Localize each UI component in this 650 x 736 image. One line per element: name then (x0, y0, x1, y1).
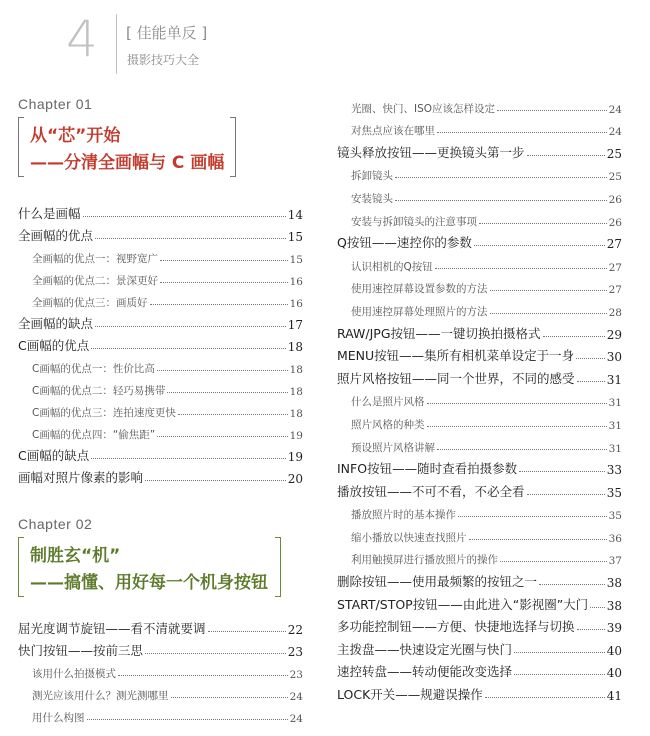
toc-subentry[interactable] (18, 266, 303, 288)
toc-page-number: 18 (287, 340, 303, 354)
toc-page-number: 24 (289, 691, 303, 703)
toc-page-number: 19 (287, 450, 303, 464)
toc-entry-title: C画幅的优点一：性价比高 (32, 363, 155, 375)
toc-entry-title: 照片风格按钮——同一个世界，不同的感受 (337, 370, 575, 386)
toc-page-number: 35 (608, 510, 622, 523)
dot-leader (469, 539, 607, 540)
toc-page-number: 14 (287, 208, 303, 222)
dot-leader (590, 607, 605, 608)
dot-leader (395, 200, 607, 201)
bracket-left (18, 117, 24, 177)
toc-page-number: 29 (606, 327, 622, 342)
toc-page-number: 40 (606, 643, 622, 658)
dot-leader (167, 392, 287, 393)
toc-page-number: 27 (608, 284, 622, 297)
toc-entry-title: 删除按钮——使用最频繁的按钮之一 (337, 574, 538, 590)
toc-entry[interactable] (18, 200, 303, 222)
toc-entry-title: 拆卸镜头 (351, 170, 393, 183)
toc-page-number: 36 (608, 532, 622, 545)
toc-page-number: 18 (289, 364, 303, 376)
toc-subentry[interactable] (337, 500, 622, 523)
toc-entry-title: 认识相机的Q按钮 (351, 260, 433, 273)
dot-leader (479, 223, 607, 224)
toc-page-number: 37 (608, 555, 622, 568)
toc-entry-title: 画幅对照片像素的影响 (18, 470, 144, 485)
chapter-01-label: Chapter 01 (18, 96, 93, 112)
toc-page-number: 15 (289, 254, 303, 266)
dot-leader (171, 697, 288, 698)
toc-entry-title: 什么是画幅 (18, 206, 81, 221)
toc-entry-title: 全画幅的优点二：景深更好 (32, 275, 158, 287)
toc-entry-title: RAW/JPG按钮——一键切换拍摄格式 (337, 325, 541, 341)
toc-page-number: 23 (287, 645, 303, 659)
dot-leader (427, 426, 607, 427)
toc-entry[interactable] (337, 138, 622, 161)
toc-entry-title: 缩小播放以快速查找照片 (351, 531, 467, 544)
toc-page-number: 26 (608, 216, 622, 229)
dot-leader (519, 471, 605, 472)
toc-page-number: 40 (606, 666, 622, 681)
dot-leader (539, 584, 605, 585)
dot-leader (576, 358, 605, 359)
dot-leader (490, 290, 607, 291)
dot-leader (157, 370, 288, 371)
dot-leader (145, 653, 286, 654)
toc-subentry[interactable] (18, 703, 303, 725)
toc-entry-title: Q按钮——速控你的参数 (337, 235, 472, 251)
toc-entry[interactable] (337, 658, 622, 681)
dot-leader (118, 675, 288, 676)
toc-page-number: 22 (287, 623, 303, 637)
toc-entry-title: C画幅的优点二：轻巧易携带 (32, 385, 166, 397)
toc-entry-title: 对焦点应该在哪里 (351, 125, 435, 138)
toc-page-number: 15 (287, 230, 303, 244)
toc-entry[interactable] (18, 615, 303, 637)
toc-subentry[interactable] (18, 420, 303, 442)
dot-leader (427, 403, 607, 404)
toc-entry[interactable] (337, 364, 622, 387)
chapter-01-title-line2: ——分清全画幅与 C 画幅 (30, 153, 225, 173)
toc-page-number: 38 (606, 576, 622, 591)
dot-leader (437, 449, 607, 450)
toc-entry-title: C画幅的优点 (18, 338, 90, 353)
dot-leader (145, 480, 286, 481)
toc-entry-title: 安装与拆卸镜头的注意事项 (351, 215, 477, 228)
toc-entry-title: 快门按钮——按前三思 (18, 643, 144, 658)
bracket-right (230, 117, 236, 177)
dot-leader (577, 381, 605, 382)
toc-entry[interactable] (18, 637, 303, 659)
toc-subentry[interactable] (18, 354, 303, 376)
toc-entry-title: 照片风格的种类 (351, 418, 425, 431)
header-divider (116, 14, 117, 74)
toc-subentry[interactable] (337, 274, 622, 297)
toc-subentry[interactable] (337, 522, 622, 545)
toc-page-number: 30 (606, 350, 622, 365)
toc-entry-title: 测光应该用什么？测光测哪里 (32, 690, 169, 702)
toc-entry-title: 什么是照片风格 (351, 396, 425, 409)
dot-leader (527, 494, 605, 495)
toc-page-number: 39 (606, 621, 622, 636)
toc-chapter-01 (18, 200, 303, 486)
toc-entry-title: START/STOP按钮——由此进入“影视圈”大门 (337, 596, 589, 612)
dot-leader (474, 245, 605, 246)
toc-page-number: 27 (606, 237, 622, 252)
dot-leader (83, 216, 286, 217)
toc-subentry[interactable] (337, 93, 622, 116)
toc-page-number: 23 (289, 669, 303, 681)
dot-leader (91, 348, 285, 349)
toc-entry[interactable] (337, 567, 622, 590)
chapter-02-label: Chapter 02 (18, 516, 93, 532)
dot-leader (87, 719, 288, 720)
toc-entry-title: 全画幅的优点三：画质好 (32, 297, 148, 309)
chapter-01-title (18, 117, 236, 177)
toc-entry-title: C画幅的优点四：“偷焦距” (32, 429, 156, 441)
toc-subentry[interactable] (18, 398, 303, 420)
toc-page-number: 24 (608, 103, 622, 116)
dot-leader (95, 238, 286, 239)
dot-leader (497, 110, 607, 111)
toc-page-number: 38 (606, 598, 622, 613)
dot-leader (514, 652, 605, 653)
toc-subentry[interactable] (337, 206, 622, 229)
dot-leader (150, 304, 288, 305)
toc-page-number: 25 (606, 146, 622, 161)
dot-leader (527, 155, 605, 156)
toc-subentry[interactable] (337, 183, 622, 206)
toc-entry-title: C画幅的缺点 (18, 448, 90, 463)
toc-entry-title: 镜头释放按钮——更换镜头第一步 (337, 144, 525, 160)
dot-leader (160, 282, 288, 283)
toc-page-number: 31 (606, 372, 622, 387)
toc-page-number: 41 (606, 689, 622, 704)
dot-leader (500, 561, 607, 562)
toc-entry-title: 该用什么拍摄模式 (32, 668, 116, 680)
dot-leader (437, 132, 607, 133)
toc-entry-title: 使用速控屏幕处理照片的方法 (351, 305, 488, 318)
toc-entry-title: 屈光度调节旋钮——看不清就要调 (18, 621, 206, 636)
toc-entry-title: 安装镜头 (351, 192, 393, 205)
toc-entry-title: C画幅的优点三：连拍速度更快 (32, 407, 176, 419)
toc-page-number: 31 (608, 442, 622, 455)
toc-entry-title: MENU按钮——集所有相机菜单设定于一身 (337, 348, 575, 364)
toc-page-number: 24 (289, 713, 303, 725)
toc-entry-title: 速控转盘——转动便能改变选择 (337, 664, 513, 680)
toc-subentry[interactable] (337, 387, 622, 410)
dot-leader (178, 414, 288, 415)
dot-leader (485, 697, 605, 698)
toc-page-number: 31 (608, 419, 622, 432)
dot-leader (91, 458, 285, 459)
toc-page-number: 31 (608, 397, 622, 410)
toc-subentry[interactable] (337, 116, 622, 139)
toc-page-number: 28 (608, 306, 622, 319)
toc-entry[interactable] (337, 455, 622, 478)
dot-leader (514, 674, 605, 675)
toc-subentry[interactable] (337, 251, 622, 274)
toc-subentry[interactable] (18, 376, 303, 398)
toc-entry-title: 播放按钮——不可不看，不必全看 (337, 483, 525, 499)
toc-entry[interactable] (337, 342, 622, 365)
toc-subentry[interactable] (337, 161, 622, 184)
toc-subentry[interactable] (337, 409, 622, 432)
toc-entry[interactable] (337, 229, 622, 252)
page-header (0, 0, 650, 80)
dot-leader (577, 629, 605, 630)
toc-page-number: 24 (608, 126, 622, 139)
toc-entry[interactable] (337, 613, 622, 636)
chapter-01-title-line1: 从“芯”开始 (30, 126, 121, 146)
toc-entry[interactable] (18, 442, 303, 464)
dot-leader (435, 268, 607, 269)
toc-entry[interactable] (18, 310, 303, 332)
toc-subentry[interactable] (337, 296, 622, 319)
toc-page-number: 16 (289, 298, 303, 310)
toc-entry-title: 预设照片风格讲解 (351, 441, 435, 454)
toc-page-number: 26 (608, 193, 622, 206)
toc-entry-title: 利用触摸屏进行播放照片的操作 (351, 554, 498, 567)
series-title: [ 佳能单反 ] (126, 24, 208, 42)
toc-entry-title: 主拨盘——快速设定光圈与快门 (337, 641, 513, 657)
dot-leader (157, 436, 287, 437)
toc-subentry[interactable] (337, 432, 622, 455)
toc-page-number: 33 (606, 463, 622, 478)
toc-entry[interactable] (18, 222, 303, 244)
toc-subentry[interactable] (18, 659, 303, 681)
toc-entry[interactable] (337, 477, 622, 500)
toc-page-number: 27 (608, 261, 622, 274)
toc-subentry[interactable] (18, 244, 303, 266)
toc-page-number: 18 (289, 386, 303, 398)
chapter-02-title-line1: 制胜玄“机” (30, 546, 121, 566)
toc-entry-title: LOCK开关——规避误操作 (337, 687, 483, 703)
dot-leader (395, 177, 607, 178)
toc-page-number: 20 (287, 472, 303, 486)
toc-entry-title: INFO按钮——随时查看拍摄参数 (337, 461, 518, 477)
dot-leader (160, 260, 288, 261)
chapter-02-title (18, 537, 281, 597)
toc-chapter-02 (18, 615, 303, 725)
toc-page-number: 17 (287, 318, 303, 332)
toc-entry[interactable] (337, 635, 622, 658)
toc-subentry[interactable] (18, 288, 303, 310)
dot-leader (95, 326, 286, 327)
toc-page-number: 35 (606, 485, 622, 500)
toc-page-number: 19 (289, 430, 303, 442)
toc-entry[interactable] (337, 590, 622, 613)
book-title: 摄影技巧大全 (127, 53, 200, 67)
toc-subentry[interactable] (18, 681, 303, 703)
toc-page-number: 25 (608, 171, 622, 184)
toc-entry-title: 播放照片时的基本操作 (351, 509, 456, 522)
toc-page-number: 18 (289, 408, 303, 420)
toc-entry-title: 全画幅的优点 (18, 228, 94, 243)
toc-entry-title: 使用速控屏幕设置参数的方法 (351, 283, 488, 296)
toc-entry[interactable] (18, 332, 303, 354)
dot-leader (490, 313, 607, 314)
dot-leader (458, 516, 607, 517)
toc-page-number: 16 (289, 276, 303, 288)
toc-subentry[interactable] (337, 545, 622, 568)
toc-entry-title: 用什么构图 (32, 712, 85, 724)
toc-entry[interactable] (337, 680, 622, 703)
chapter-02-title-line2: ——搞懂、用好每一个机身按钮 (30, 573, 268, 593)
toc-entry[interactable] (18, 464, 303, 486)
toc-entry[interactable] (337, 319, 622, 342)
dot-leader (208, 631, 286, 632)
chapter-number: 4 (66, 10, 98, 68)
dot-leader (543, 336, 605, 337)
toc-entry-title: 全画幅的缺点 (18, 316, 94, 331)
toc-entry-title: 全画幅的优点一：视野宽广 (32, 253, 158, 265)
toc-right-column (337, 93, 622, 703)
bracket-right (275, 537, 281, 597)
toc-entry-title: 光圈、快门、ISO应该怎样设定 (351, 102, 496, 115)
toc-entry-title: 多功能控制钮——方便、快捷地选择与切换 (337, 619, 575, 635)
bracket-left (18, 537, 24, 597)
